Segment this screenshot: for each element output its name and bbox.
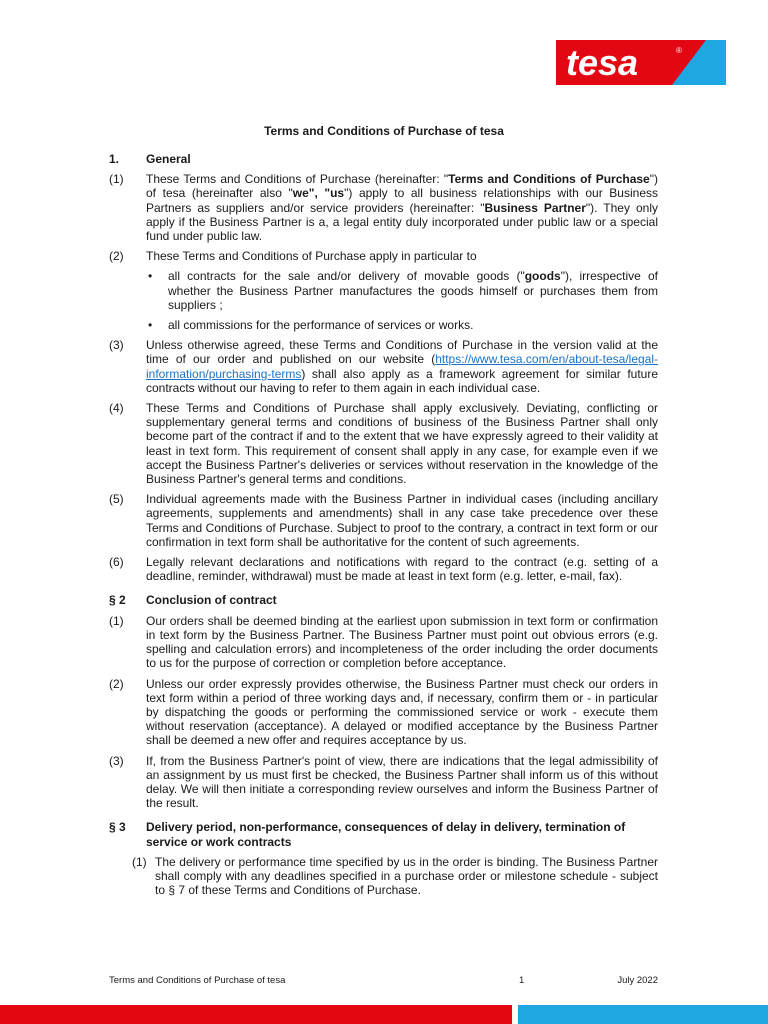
s1-paragraph-6 xyxy=(109,555,658,583)
s1-paragraph-1 xyxy=(109,172,658,243)
paragraph-number: (3) xyxy=(109,338,124,353)
paragraph-number: (2) xyxy=(109,676,124,691)
list-item xyxy=(146,318,658,332)
section-title: Delivery period, non-performance, consequences of delay in delivery, termination of service or work contracts xyxy=(146,820,626,849)
logo-registered-mark: ® xyxy=(676,46,682,55)
paragraph-text xyxy=(146,172,658,243)
s1-paragraph-3 xyxy=(109,338,658,395)
paragraph-text: Unless our order expressly provides otherwise, the Business Partner must check our orders in text form within a period of three working days and, if necessary, confirm them or - in particular by dispatching the goods or performing the commissioned service or work - execute them without reservation (acceptance). A delayed or modified acceptance by the Business Partner shall be deemed a new offer and requires acceptance by us. xyxy=(146,676,658,748)
footer-document-name: Terms and Conditions of Purchase of tesa xyxy=(109,975,286,986)
paragraph-text: If, from the Business Partner's point of view, there are indications that the legal admissibility of an assignment by us must first be checked, the Business Partner shall inform us of this without delay. We will then initiate a corresponding review ourselves and inform the Business Partner of the result. xyxy=(146,753,658,811)
s2-paragraph-2 xyxy=(109,677,658,748)
s1-paragraph-2 xyxy=(109,249,658,263)
logo-wordmark: tesa xyxy=(566,42,639,83)
paragraph-number: (1) xyxy=(109,613,124,628)
document-title: Terms and Conditions of Purchase of tesa xyxy=(264,124,504,138)
paragraph-number: (1) xyxy=(109,172,124,187)
section-number: § 2 xyxy=(109,593,126,608)
s1-paragraph-4 xyxy=(109,401,658,486)
section-title: Conclusion of contract xyxy=(146,593,277,608)
tesa-logo xyxy=(556,40,726,85)
section-number: 1. xyxy=(109,152,120,166)
s1-bullet-list xyxy=(146,269,658,332)
paragraph-number: (2) xyxy=(109,249,124,264)
text-run: These Terms and Conditions of Purchase (hereinafter: " xyxy=(146,172,449,187)
paragraph-text: These Terms and Conditions of Purchase shall apply exclusively. Deviating, conflicting or supplementary general terms and conditions of business of the Business Partner shall only become part of the contract if and to the extent that we have expressly agreed to their validity at least in text form. This requirement of consent shall apply in any case, for example even if we accept the Business Partner's deliveries or services without reservation in the knowledge of the Business Partner's general terms and conditions. xyxy=(146,401,658,487)
text-run: "), irrespective of whether the Business Partner manufactures the goods himself or purchases them from suppliers ; xyxy=(168,269,658,312)
s1-paragraph-5 xyxy=(109,492,658,549)
paragraph-number: (3) xyxy=(109,753,124,768)
paragraph-text: The delivery or performance time specified by us in the order is binding. The Business Partner shall comply with any deadlines specified in a purchase order or milestone schedule - subject to § 7 of these Terms and Conditions of Purchase. xyxy=(155,854,658,898)
bullet-icon: • xyxy=(148,269,153,284)
text-run: ") apply to all business relationships with our Business Partners as suppliers and/or service providers (hereinafter: " xyxy=(146,186,658,215)
s2-paragraph-3 xyxy=(109,754,658,811)
bold-term: goods xyxy=(524,269,561,284)
paragraph-text: Individual agreements made with the Business Partner in individual cases (including ancillary agreements, supplements and amendments) shall in any case take precedence over these Terms and Conditions of Purchase. Subject to proof to the contrary, a contract in text form or our confirmation in text form shall be authoritative for the content of such agreements. xyxy=(146,492,658,549)
paragraph-number: (1) xyxy=(132,854,147,869)
list-item-text: all commissions for the performance of services or works. xyxy=(168,318,474,333)
footer-page-number: 1 xyxy=(519,975,525,986)
paragraph-text: Our orders shall be deemed binding at the earliest upon submission in text form or confirmation in text form by the Business Partner. The Business Partner must point out obvious errors (e.g. spelling and calculation errors) and incompleteness of the order including the order documents to us for the purpose of correction or completion before acceptance. xyxy=(146,613,658,671)
section-1-heading xyxy=(109,152,658,166)
bold-term: Terms and Conditions of Purchase xyxy=(448,172,650,187)
bold-term: we", "us xyxy=(292,186,345,201)
document-body xyxy=(109,152,658,903)
footer-date: July 2022 xyxy=(617,975,658,986)
section-3-heading xyxy=(109,820,658,848)
paragraph-text: Legally relevant declarations and notifications with regard to the contract (e.g. setting of a deadline, reminder, withdrawal) must be made at least in text form (e.g. letter, e-mail, fax). xyxy=(146,555,658,584)
bold-term: Business Partner xyxy=(484,200,586,215)
paragraph-text xyxy=(146,338,658,395)
text-run: Unless otherwise agreed, these Terms and Conditions of Purchase in the version valid at the time of our order and published on our website ( xyxy=(146,338,658,367)
footer-red-bar xyxy=(0,1005,512,1024)
footer-blue-bar xyxy=(518,1005,768,1024)
text-run: ") of tesa (hereinafter also " xyxy=(146,172,658,201)
s3-paragraph-1 xyxy=(132,855,658,898)
s2-paragraph-1 xyxy=(109,614,658,671)
paragraph-text: These Terms and Conditions of Purchase apply in particular to xyxy=(146,249,477,264)
paragraph-number: (4) xyxy=(109,401,124,416)
list-item xyxy=(146,269,658,312)
section-title: General xyxy=(146,152,191,166)
section-2-heading xyxy=(109,593,658,607)
text-run: all contracts for the sale and/or delivery of movable goods (" xyxy=(168,269,525,284)
paragraph-number: (6) xyxy=(109,555,124,570)
paragraph-number: (5) xyxy=(109,492,124,507)
text-run: ) shall also apply as a framework agreement for similar future contracts without our having to refer to them again in each individual case. xyxy=(146,366,658,395)
text-run: "). They only apply if the Business Partner is a, a legal entity duly incorporated under public law or a special fund under public law. xyxy=(146,200,659,244)
page-footer xyxy=(109,975,658,989)
section-number: § 3 xyxy=(109,820,126,835)
bullet-icon: • xyxy=(148,318,153,333)
list-item-text xyxy=(168,269,658,312)
purchasing-terms-link[interactable]: https://www.tesa.com/en/about-tesa/legal-information/purchasing-terms xyxy=(146,352,658,381)
